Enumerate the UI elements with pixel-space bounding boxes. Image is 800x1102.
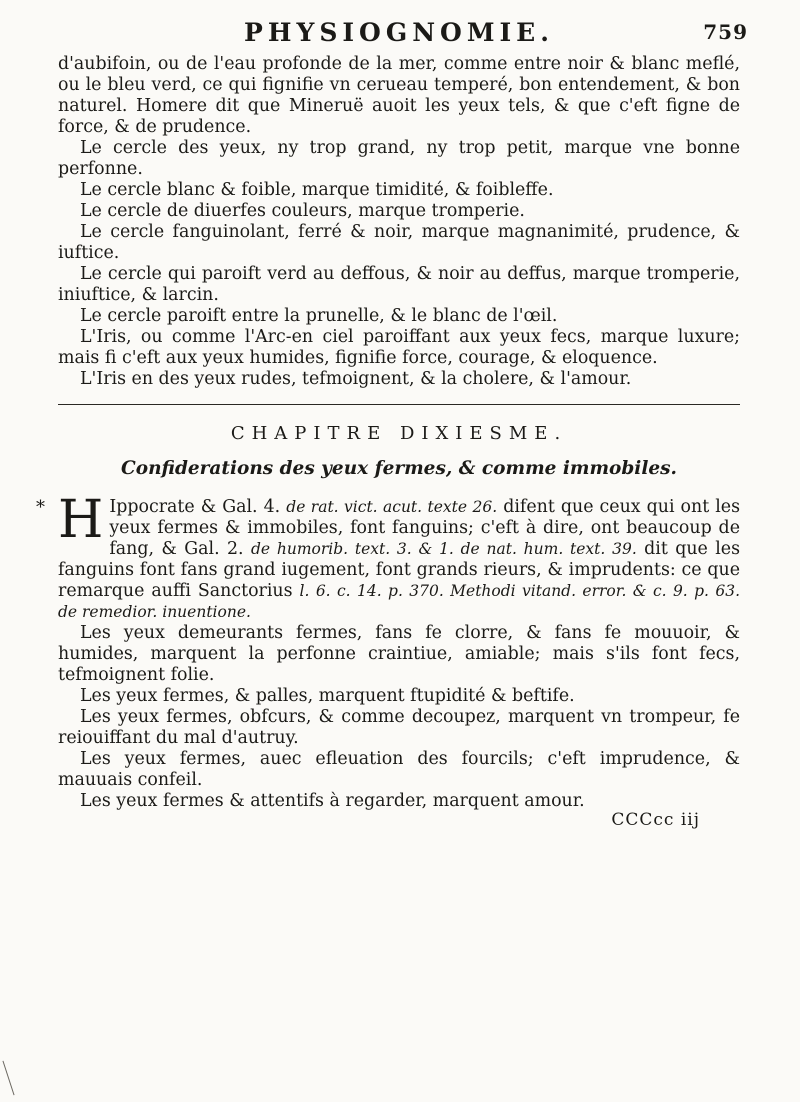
chapter-first-paragraph [36,490,741,623]
paragraph: L'Iris, ou comme l'Arc-en ciel paroiffant aux yeux fecs, marque luxure; mais fi c'eft aux yeux humides, fignifie force, courage, & eloquence. [58,327,740,368]
body-text-bottom [58,623,740,812]
citation: de rat. vict. acut. texte 26. [286,498,498,516]
paragraph: Le cercle blanc & foible, marque timidité, & foibleffe. [80,180,554,200]
body-text-top [58,54,740,390]
citation: de humorib. text. 3. & 1. de nat. hum. text. 39. [250,540,637,558]
paragraph-text: difent que ceux qui ont les yeux fermes & immobiles, font fanguins; c'eft à dire, ont beaucoup de fang, & Gal. 2. [109,497,741,559]
paragraph: Le cercle des yeux, ny trop grand, ny trop petit, marque vne bonne perfonne. [58,138,740,179]
paragraph-text: Ippocrate & Gal. 4. [109,497,281,517]
signature-mark: CCCcc iij [611,810,700,830]
footnote-asterisk: * [36,497,45,518]
margin-mark [2,1061,14,1096]
paragraph: Le cercle paroift entre la prunelle, & le blanc de l'œil. [80,306,558,326]
paragraph: Le cercle de diuerfes couleurs, marque tromperie. [80,201,525,221]
paragraph: Les yeux fermes & attentifs à regarder, marquent amour. [80,791,585,811]
paragraph-text: dit que les fanguins font fans grand iugement, font grands rieurs, & imprudents: ce que remarque auffi Sanctorius [58,539,741,601]
paragraph: Le cercle fanguinolant, ferré & noir, marque magnanimité, prudence, & iuftice. [58,222,740,263]
chapter-heading: CHAPITRE DIXIESME. [230,423,568,444]
paragraph: L'Iris en des yeux rudes, tefmoignent, & la cholere, & l'amour. [80,369,632,389]
chapter-title: Confiderations des yeux fermes, & comme immobiles. [121,458,677,479]
running-head-title: PHYSIOGNOMIE. [244,18,554,47]
drop-cap: H [58,490,104,550]
paragraph: Les yeux fermes, & palles, marquent ftupidité & beftife. [80,686,575,706]
paragraph: Les yeux fermes, obfcurs, & comme decoupez, marquent vn trompeur, fe reiouiffant du mal d'autruy. [58,707,740,748]
citation: l. 6. c. 14. p. 370. Methodi vitand. error. & c. 9. p. 63. de remedior. inuentione. [58,582,741,621]
section-divider [58,404,740,405]
paragraph: d'aubifoin, ou de l'eau profonde de la mer, comme entre noir & blanc meflé, ou le bleu verd, ce qui fignifie vn cerueau temperé, bon entendement, & bon naturel. Homere dit que Mineruë auoit les yeux tels, & que c'eft figne de force, & de prudence. [58,54,740,137]
running-head [58,18,748,54]
page-number: 759 [703,20,748,44]
paragraph: Les yeux demeurants fermes, fans fe clorre, & fans fe mouuoir, & humides, marquent la perfonne craintiue, amiable; mais s'ils font fecs, tefmoignent folie. [58,623,740,685]
paragraph: Le cercle qui paroift verd au deffous, & noir au deffus, marque tromperie, iniuftice, & larcin. [58,264,740,305]
paragraph: Les yeux fermes, auec efleuation des fourcils; c'eft imprudence, & mauuais confeil. [58,749,740,790]
